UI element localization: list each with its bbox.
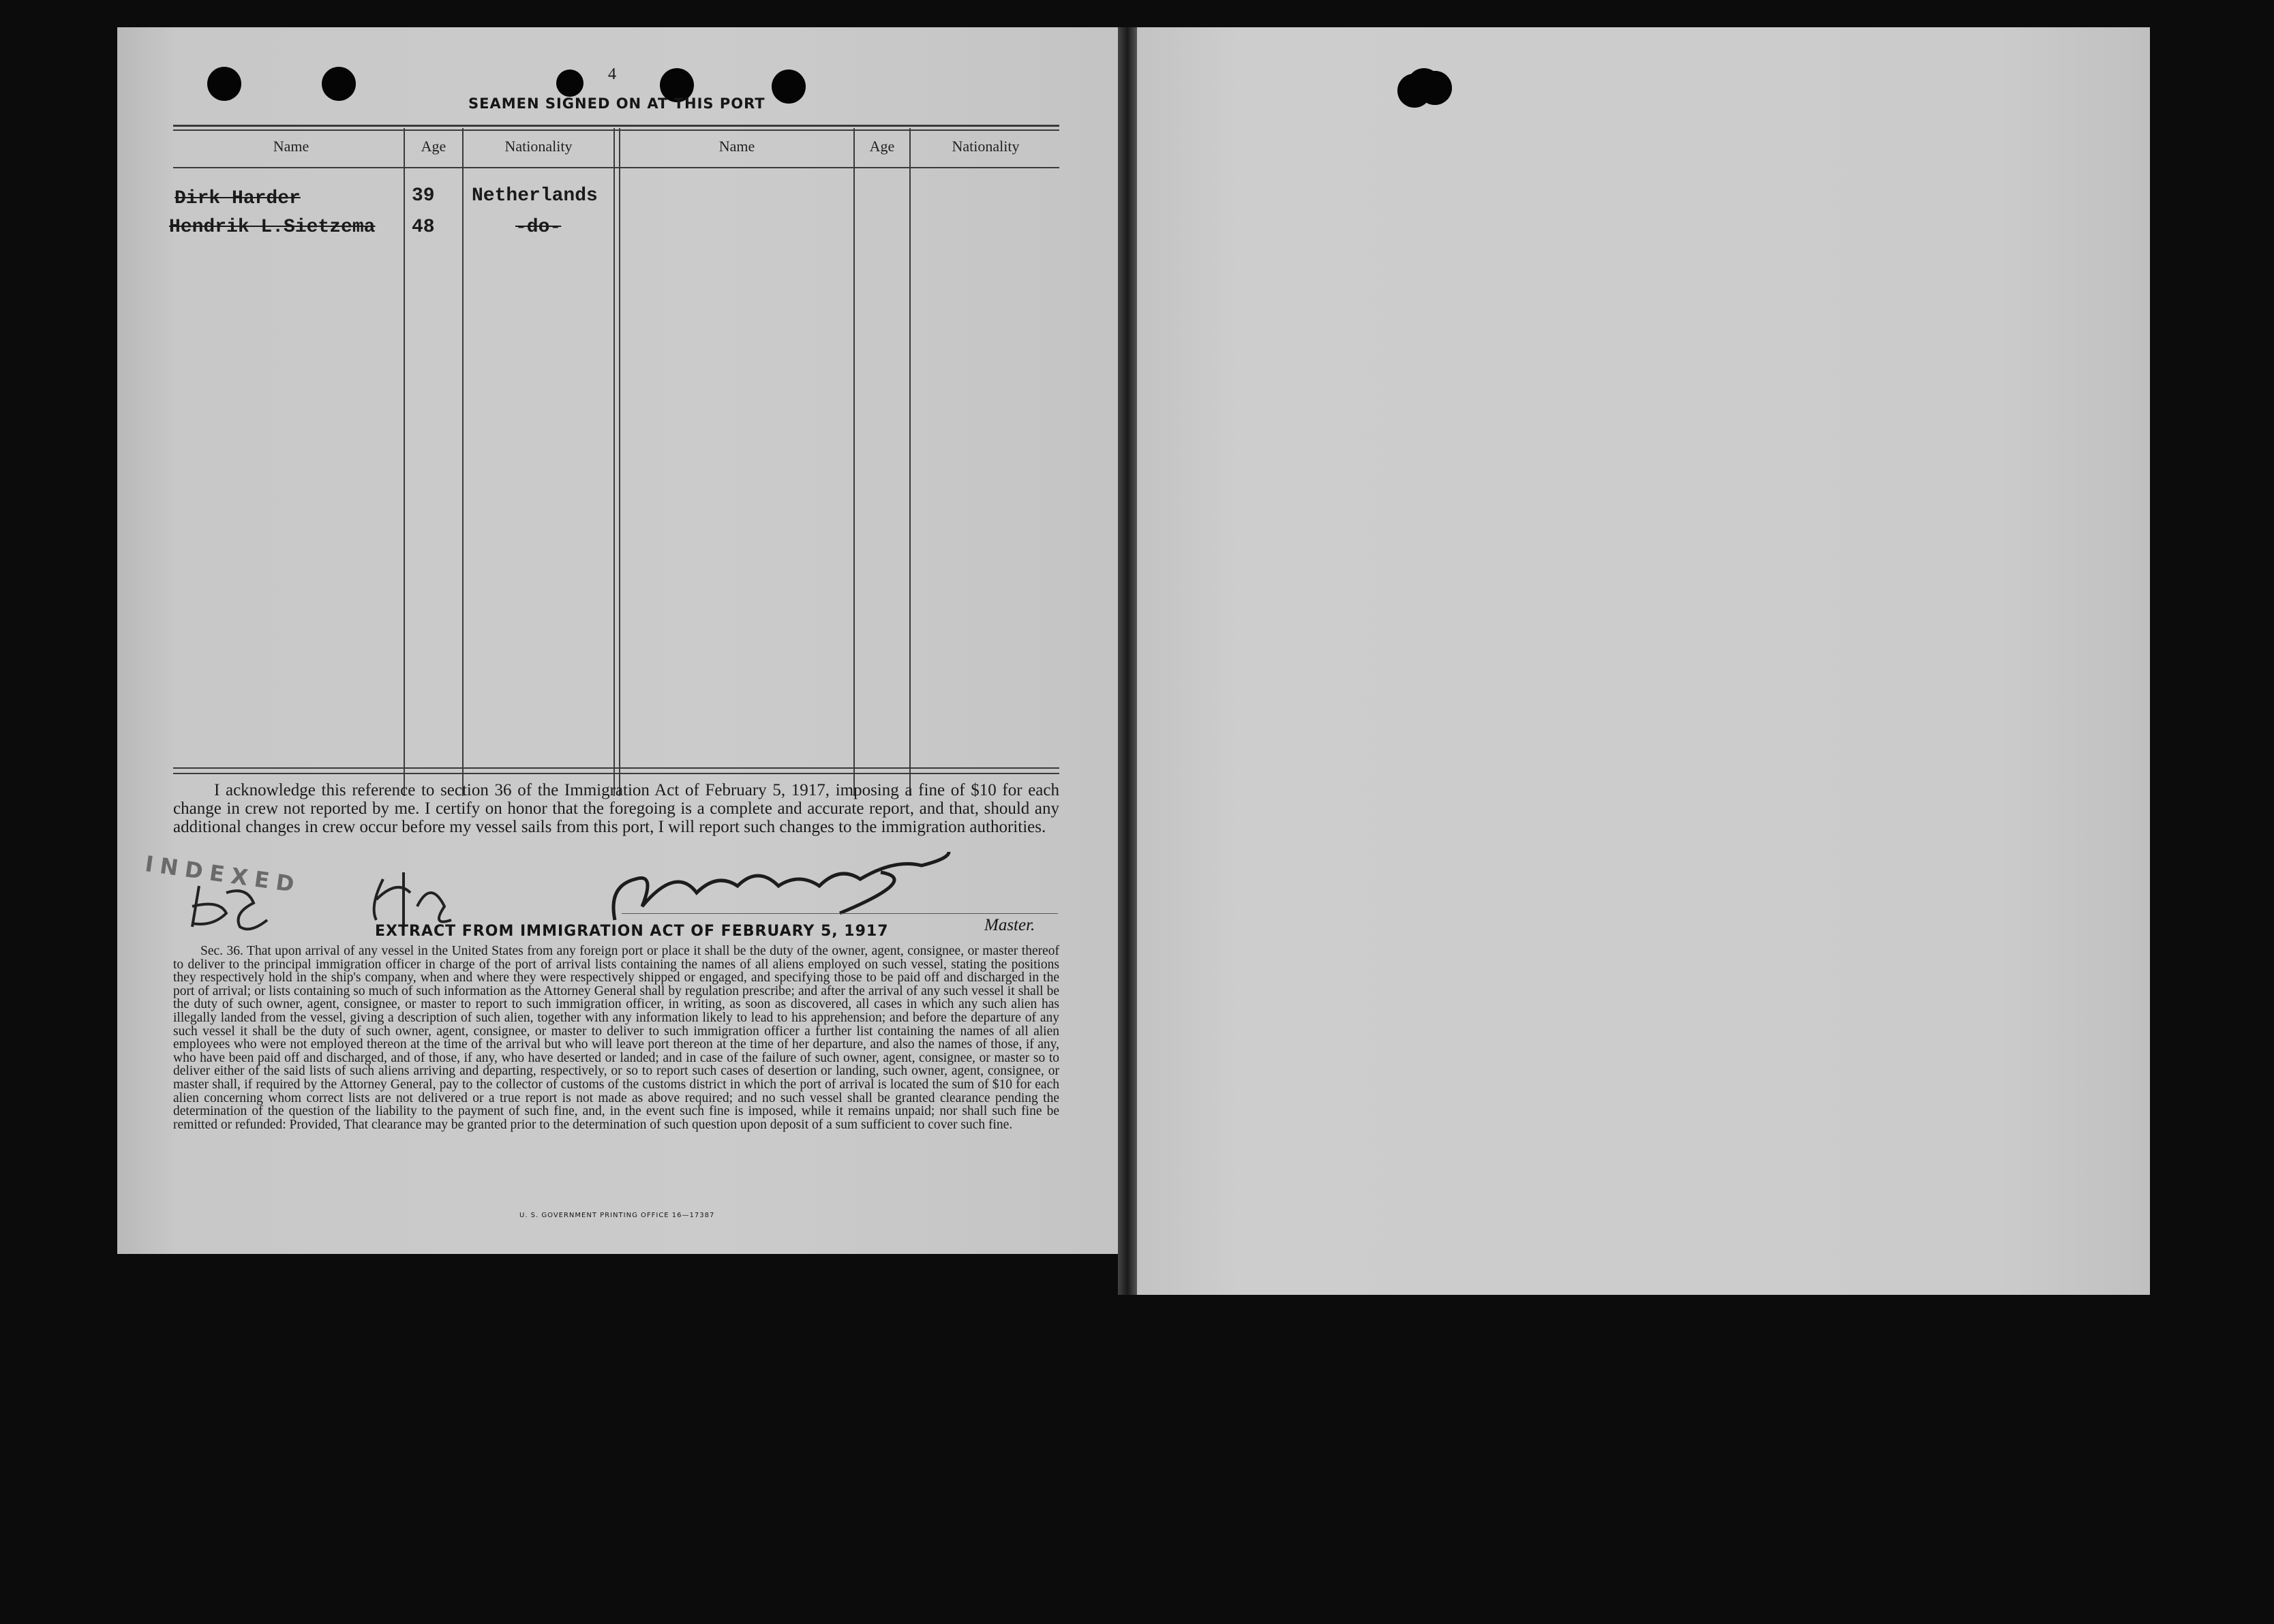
signed-on-name: Hendrik L.Sietzema [169, 217, 376, 238]
punch-hole [772, 70, 806, 104]
right-page [1137, 27, 2150, 1295]
punch-hole [556, 70, 583, 97]
table-bottom-rule [173, 767, 1059, 769]
col-header-nationality: Nationality [952, 138, 1020, 155]
acknowledgement-text: I acknowledge this reference to section 36 of the Immigration Act of February 5, 1917, imposing a fine of $10 for each change in crew not reported by me. I certify on honor that the foregoing is a complete and accurate report, and that, should any additional changes in crew occur before my vessel sails from this port, I will report such changes to the immigration authorities. [173, 781, 1059, 836]
col-divider [619, 128, 620, 796]
page-number: 4 [608, 65, 616, 83]
col-divider [613, 128, 615, 796]
signed-on-name: Dirk Harder [175, 188, 301, 209]
extract-title: EXTRACT FROM IMMIGRATION ACT OF FEBRUARY 5, 1917 [375, 923, 889, 940]
extract-text: Sec. 36. That upon arrival of any vessel in the United States from any foreign port or place it shall be the duty of the owner, agent, consignee, or master thereof to deliver to the principal immigration officer in charge of the port of arrival lists containing the names of all aliens employed on such vessel, stating the positions they respectively hold in the ship's company, when and where they were respectively shipped or engaged, and specifying those to be paid off and discharged in the port of arrival; or lists containing so much of such information as the Attorney General shall by regulation prescribe; and after the arrival of any such vessel it shall be the duty of such owner, agent, consignee, or master to report to such immigration officer, in writing, as soon as discovered, all cases in which any such alien has illegally landed from the vessel, giving a description of such alien, together with any information likely to lead to his apprehension; and before the departure of any such vessel it shall be the duty of such owner, agent, consignee, or master to deliver to such immigration officer a further list containing the names of all alien employees who were not employed thereon at the time of the arrival but who will leave port thereon at the time of her departure, and also the names of those, if any, who have been paid off and discharged, and of those, if any, who have deserted or landed; and in case of the failure of such owner, agent, consignee, or master so to deliver either of the said lists of such aliens arriving and departing, respectively, or so to report such cases of desertion or landing, such owner, agent, consignee, or master shall, if required by the Attorney General, pay to the collector of customs of the customs district in which the port of arrival is located the sum of $10 for each alien concerning whom correct lists are not delivered or a true report is not made as above required; and no such vessel shall be granted clearance pending the determination of the question of the liability to the payment of such fine, and, in the event such fine is imposed, while it remains unpaid; nor shall such fine be remitted or refunded: Provided, That clearance may be granted prior to the determination of such question upon deposit of a sum sufficient to cover such fine. [173, 944, 1059, 1132]
table-bottom-rule [173, 773, 1059, 774]
col-divider [909, 128, 911, 796]
indexed-stamp: INDEXED [143, 851, 303, 898]
signed-on-nationality: Netherlands [472, 185, 598, 206]
left-title: SEAMEN SIGNED ON AT THIS PORT [468, 95, 765, 112]
table-header-rule [173, 167, 1059, 168]
signed-on-age: 48 [412, 217, 435, 238]
col-header-name: Name [718, 138, 755, 155]
page-fold [1118, 27, 1137, 1295]
signed-on-nationality: -do- [515, 217, 562, 238]
col-divider [462, 128, 464, 796]
table-top-rule [173, 125, 1059, 127]
punch-hole [207, 67, 241, 101]
col-header-name: Name [273, 138, 309, 155]
col-header-age: Age [421, 138, 446, 155]
handwritten-initials [185, 879, 281, 940]
master-label: Master. [984, 916, 1035, 934]
left-page [117, 27, 1118, 1254]
signature-line [622, 913, 1058, 914]
signed-on-age: 39 [412, 185, 435, 206]
col-header-nationality: Nationality [504, 138, 573, 155]
punch-hole [1415, 71, 1442, 98]
col-divider [404, 128, 405, 796]
punch-hole [322, 67, 356, 101]
table-top-rule [173, 129, 1059, 131]
printer-line: U. S. GOVERNMENT PRINTING OFFICE 16—17387 [519, 1212, 715, 1219]
col-header-age: Age [869, 138, 895, 155]
col-divider [853, 128, 855, 796]
